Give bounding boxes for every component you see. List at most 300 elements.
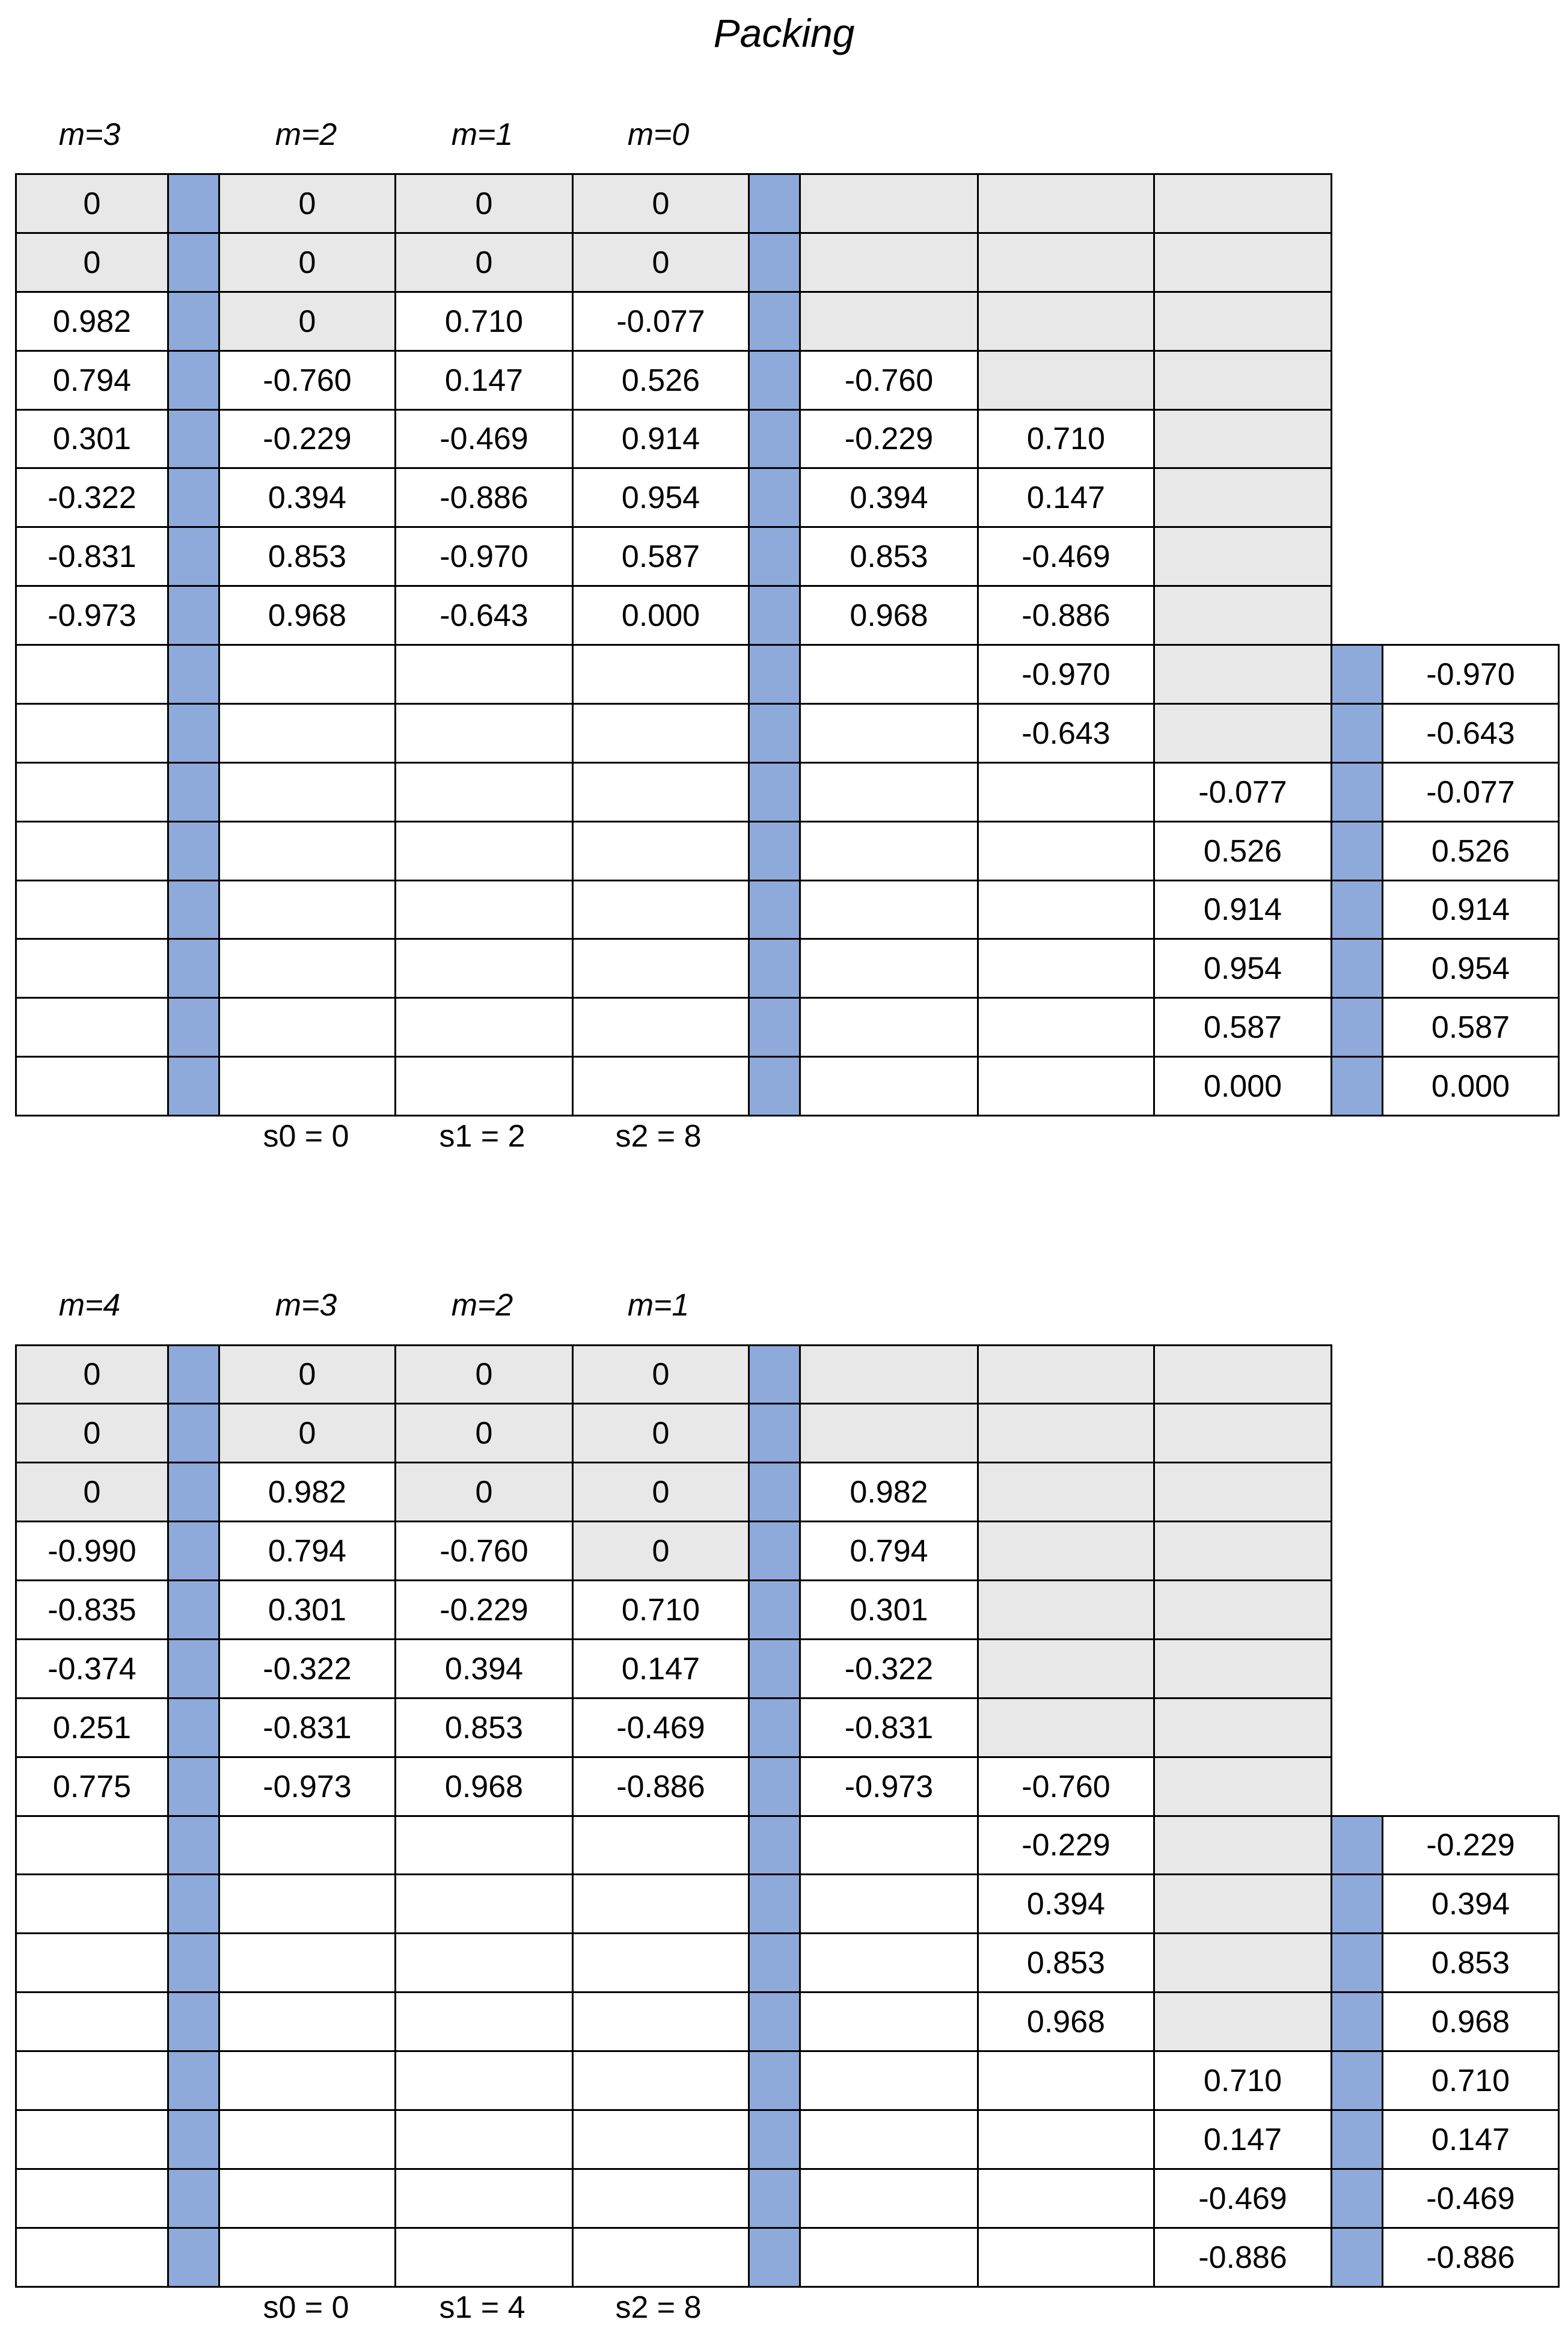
table-cell	[394, 2050, 574, 2111]
page-title: Packing	[713, 11, 855, 55]
table-cell: 0	[394, 1344, 574, 1404]
table-cell	[799, 2168, 979, 2229]
table-cell: -0.229	[799, 409, 979, 469]
table-cell: -0.886	[572, 1756, 750, 1817]
table-cell	[218, 997, 396, 1058]
table-cell	[394, 2168, 574, 2229]
table-cell	[572, 997, 750, 1058]
table-cell	[977, 1462, 1155, 1522]
table-cell	[15, 1056, 169, 1116]
table-cell	[218, 880, 396, 940]
table-cell: 0.710	[394, 291, 574, 352]
m-label: m=2	[275, 117, 337, 152]
separator-bar	[1331, 1991, 1383, 2052]
separator-bar	[1331, 1873, 1383, 1934]
table-cell: 0.794	[218, 1521, 396, 1581]
separator-bar	[748, 173, 801, 234]
table-cell	[1153, 1932, 1332, 1993]
table-cell: 0	[218, 1344, 396, 1404]
table-cell: -0.973	[15, 585, 169, 646]
table-cell	[394, 821, 574, 881]
table-cell: 0	[15, 173, 169, 234]
table-cell	[1153, 1521, 1332, 1581]
separator-bar	[167, 644, 220, 705]
table-cell: 0.968	[1382, 1991, 1560, 2052]
separator-bar	[748, 2227, 801, 2288]
table-cell	[977, 173, 1155, 234]
table-cell: -0.886	[977, 585, 1155, 646]
separator-bar	[748, 880, 801, 940]
table-cell: 0.147	[1153, 2109, 1332, 2170]
separator-bar	[167, 291, 220, 352]
table-cell	[799, 1991, 979, 2052]
table-cell: 0.968	[977, 1991, 1155, 2052]
table-cell	[799, 1056, 979, 1116]
table-cell: 0.968	[799, 585, 979, 646]
table-cell: -0.229	[1382, 1815, 1560, 1875]
table-cell: -0.322	[15, 467, 169, 528]
table-cell	[15, 2168, 169, 2229]
table-cell	[977, 291, 1155, 352]
table-cell: 0	[572, 1521, 750, 1581]
table-cell	[1153, 644, 1332, 705]
table-cell: 0.710	[977, 409, 1155, 469]
table-cell: 0	[394, 1403, 574, 1463]
table-cell: 0.394	[977, 1873, 1155, 1934]
table-cell: 0.000	[1153, 1056, 1332, 1116]
table-cell: 0	[572, 232, 750, 293]
table-cell	[977, 2227, 1155, 2288]
table-cell	[799, 1403, 979, 1463]
separator-bar	[167, 703, 220, 764]
table-cell: -0.973	[799, 1756, 979, 1817]
table-cell	[15, 997, 169, 1058]
table-cell	[1153, 173, 1332, 234]
table-cell	[15, 938, 169, 999]
table-cell	[15, 644, 169, 705]
table-cell	[572, 1991, 750, 2052]
table-cell	[799, 1873, 979, 1934]
table-cell: 0.394	[218, 467, 396, 528]
separator-bar	[748, 1344, 801, 1404]
table-cell	[218, 1056, 396, 1116]
table-cell: -0.760	[977, 1756, 1155, 1817]
table-cell: -0.760	[394, 1521, 574, 1581]
table-cell: 0.853	[218, 526, 396, 587]
table-cell: 0.968	[218, 585, 396, 646]
table-cell	[1153, 1697, 1332, 1758]
table-cell: -0.322	[218, 1638, 396, 1699]
table-cell: 0	[218, 291, 396, 352]
separator-bar	[167, 762, 220, 822]
m-label: m=3	[275, 1288, 337, 1323]
table-cell	[15, 2050, 169, 2111]
separator-bar	[748, 2168, 801, 2229]
separator-bar	[1331, 762, 1383, 822]
table-cell: -0.229	[218, 409, 396, 469]
table-cell	[394, 703, 574, 764]
s-label: s2 = 8	[615, 1119, 702, 1154]
table-cell	[977, 821, 1155, 881]
table-cell	[572, 2109, 750, 2170]
separator-bar	[1331, 997, 1383, 1058]
separator-bar	[167, 1462, 220, 1522]
table-cell: -0.077	[572, 291, 750, 352]
separator-bar	[1331, 1815, 1383, 1875]
separator-bar	[748, 1462, 801, 1522]
table-cell: 0	[218, 1403, 396, 1463]
table-cell	[799, 291, 979, 352]
table-cell: 0.147	[572, 1638, 750, 1699]
table-cell: 0.147	[1382, 2109, 1560, 2170]
table-cell: 0.775	[15, 1756, 169, 1817]
table-cell: 0	[218, 173, 396, 234]
table-cell: -0.643	[1382, 703, 1560, 764]
table-cell: -0.831	[15, 526, 169, 587]
separator-bar	[1331, 2227, 1383, 2288]
table-cell	[1153, 1991, 1332, 2052]
table-cell	[799, 997, 979, 1058]
separator-bar	[167, 2050, 220, 2111]
table-cell: 0	[572, 173, 750, 234]
separator-bar	[167, 1521, 220, 1581]
table-cell: 0.000	[572, 585, 750, 646]
separator-bar	[1331, 938, 1383, 999]
table-cell	[394, 1991, 574, 2052]
table-cell: 0	[15, 1344, 169, 1404]
table-cell	[218, 644, 396, 705]
table-cell: 0.301	[15, 409, 169, 469]
separator-bar	[748, 703, 801, 764]
table-cell	[572, 2168, 750, 2229]
s-label: s0 = 0	[263, 1119, 349, 1154]
table-cell: 0.526	[1382, 821, 1560, 881]
table-cell: 0	[15, 1403, 169, 1463]
table-cell	[218, 2050, 396, 2111]
separator-bar	[748, 409, 801, 469]
separator-bar	[748, 821, 801, 881]
table-cell	[218, 1932, 396, 1993]
table-cell	[977, 1056, 1155, 1116]
table-cell	[799, 703, 979, 764]
table-cell	[572, 1056, 750, 1116]
table-cell	[977, 997, 1155, 1058]
table-cell	[977, 2050, 1155, 2111]
table-cell	[218, 1815, 396, 1875]
table-cell: -0.643	[977, 703, 1155, 764]
table-cell	[799, 1932, 979, 1993]
separator-bar	[748, 1638, 801, 1699]
table-cell: -0.970	[1382, 644, 1560, 705]
table-cell: 0.954	[572, 467, 750, 528]
separator-bar	[1331, 2050, 1383, 2111]
separator-bar	[167, 467, 220, 528]
table-cell	[15, 880, 169, 940]
table-cell	[977, 1697, 1155, 1758]
table-cell: 0.914	[572, 409, 750, 469]
separator-bar	[167, 1815, 220, 1875]
table-cell	[394, 997, 574, 1058]
table-cell	[394, 644, 574, 705]
separator-bar	[167, 1579, 220, 1640]
table-cell	[1153, 1815, 1332, 1875]
table-cell	[218, 1873, 396, 1934]
table-cell	[977, 1521, 1155, 1581]
separator-bar	[167, 821, 220, 881]
separator-bar	[748, 1579, 801, 1640]
table-cell	[218, 1991, 396, 2052]
table-cell	[977, 938, 1155, 999]
separator-bar	[748, 762, 801, 822]
table-cell: -0.990	[15, 1521, 169, 1581]
table-cell: -0.229	[977, 1815, 1155, 1875]
separator-bar	[748, 1815, 801, 1875]
table-cell: 0.251	[15, 1697, 169, 1758]
table-cell	[1153, 1462, 1332, 1522]
separator-bar	[748, 1932, 801, 1993]
m-label: m=1	[627, 1288, 690, 1323]
table-cell: -0.835	[15, 1579, 169, 1640]
table-cell: 0	[572, 1344, 750, 1404]
table-cell	[394, 1932, 574, 1993]
table-cell	[218, 762, 396, 822]
table-cell	[15, 762, 169, 822]
separator-bar	[748, 997, 801, 1058]
table-cell	[1153, 1873, 1332, 1934]
separator-bar	[1331, 1932, 1383, 1993]
table-cell	[572, 703, 750, 764]
table-cell: 0.526	[572, 350, 750, 411]
separator-bar	[748, 1756, 801, 1817]
separator-bar	[167, 938, 220, 999]
table-cell: -0.831	[799, 1697, 979, 1758]
table-cell: -0.760	[799, 350, 979, 411]
table-cell	[977, 762, 1155, 822]
m-label: m=0	[627, 117, 690, 152]
table-cell	[977, 2168, 1155, 2229]
table-cell	[218, 703, 396, 764]
table-cell: 0.147	[394, 350, 574, 411]
s-label: s0 = 0	[263, 2290, 349, 2325]
table-cell	[977, 232, 1155, 293]
separator-bar	[167, 585, 220, 646]
table-cell	[1153, 703, 1332, 764]
table-cell: 0.914	[1382, 880, 1560, 940]
s-label: s1 = 4	[439, 2290, 525, 2325]
table-cell: 0	[15, 232, 169, 293]
table-cell	[1153, 526, 1332, 587]
table-cell	[15, 1815, 169, 1875]
table-cell	[572, 762, 750, 822]
separator-bar	[167, 1056, 220, 1116]
table-cell	[572, 880, 750, 940]
table-cell	[394, 2227, 574, 2288]
separator-bar	[167, 232, 220, 293]
table-cell	[15, 1873, 169, 1934]
table-cell: 0.000	[1382, 1056, 1560, 1116]
table-cell	[977, 1344, 1155, 1404]
separator-bar	[167, 1991, 220, 2052]
table-cell	[799, 821, 979, 881]
table-cell	[218, 2109, 396, 2170]
table-cell: -0.643	[394, 585, 574, 646]
table-cell	[218, 2168, 396, 2229]
table-cell	[799, 938, 979, 999]
table-cell: 0.587	[1153, 997, 1332, 1058]
separator-bar	[167, 2109, 220, 2170]
table-cell	[1153, 232, 1332, 293]
table-cell: -0.322	[799, 1638, 979, 1699]
separator-bar	[1331, 1056, 1383, 1116]
table-cell	[1153, 291, 1332, 352]
table-cell: -0.077	[1382, 762, 1560, 822]
m-label: m=3	[58, 117, 121, 152]
table-cell: 0	[394, 232, 574, 293]
table-cell: 0.710	[1153, 2050, 1332, 2111]
table-cell: 0.954	[1153, 938, 1332, 999]
table-cell	[394, 1873, 574, 1934]
table-cell	[15, 2109, 169, 2170]
table-cell	[394, 1815, 574, 1875]
table-cell: -0.374	[15, 1638, 169, 1699]
separator-bar	[167, 1344, 220, 1404]
separator-bar	[1331, 821, 1383, 881]
table-cell: -0.469	[1382, 2168, 1560, 2229]
table-cell: 0.394	[394, 1638, 574, 1699]
table-cell: 0.587	[572, 526, 750, 587]
separator-bar	[167, 1638, 220, 1699]
separator-bar	[748, 232, 801, 293]
separator-bar	[1331, 703, 1383, 764]
separator-bar	[748, 1403, 801, 1463]
table-cell	[1153, 1344, 1332, 1404]
table-cell	[977, 1403, 1155, 1463]
table-cell	[1153, 1638, 1332, 1699]
separator-bar	[748, 1697, 801, 1758]
table-cell	[394, 938, 574, 999]
table-cell: 0	[15, 1462, 169, 1522]
table-cell	[1153, 467, 1332, 528]
table-cell	[572, 1815, 750, 1875]
table-cell	[799, 1815, 979, 1875]
table-cell	[394, 1056, 574, 1116]
separator-bar	[748, 291, 801, 352]
table-cell	[1153, 350, 1332, 411]
table-cell	[15, 1991, 169, 2052]
separator-bar	[748, 350, 801, 411]
table-cell	[1153, 1579, 1332, 1640]
table-cell	[572, 2050, 750, 2111]
table-cell	[15, 821, 169, 881]
table-cell	[799, 2050, 979, 2111]
separator-bar	[167, 2168, 220, 2229]
table-cell: -0.469	[977, 526, 1155, 587]
separator-bar	[167, 526, 220, 587]
table-cell: 0.982	[15, 291, 169, 352]
separator-bar	[167, 173, 220, 234]
table-cell: 0.587	[1382, 997, 1560, 1058]
table-cell: 0.914	[1153, 880, 1332, 940]
separator-bar	[167, 2227, 220, 2288]
table-cell: 0.147	[977, 467, 1155, 528]
table-cell	[1153, 409, 1332, 469]
table-cell	[15, 2227, 169, 2288]
separator-bar	[748, 644, 801, 705]
table-cell	[1153, 1403, 1332, 1463]
separator-bar	[167, 350, 220, 411]
table-cell: 0.526	[1153, 821, 1332, 881]
s-label: s1 = 2	[439, 1119, 525, 1154]
separator-bar	[167, 1932, 220, 1993]
table-cell: 0.301	[218, 1579, 396, 1640]
table-cell: 0.794	[15, 350, 169, 411]
separator-bar	[748, 938, 801, 999]
separator-bar	[167, 1403, 220, 1463]
separator-bar	[167, 1697, 220, 1758]
m-label: m=2	[451, 1288, 513, 1323]
separator-bar	[167, 1756, 220, 1817]
table-cell	[799, 2227, 979, 2288]
table-cell	[572, 938, 750, 999]
table-cell: 0.853	[799, 526, 979, 587]
table-cell	[218, 2227, 396, 2288]
table-cell	[1153, 1756, 1332, 1817]
table-cell	[799, 762, 979, 822]
table-cell: 0.394	[1382, 1873, 1560, 1934]
table-cell: 0.794	[799, 1521, 979, 1581]
separator-bar	[748, 585, 801, 646]
table-cell	[394, 880, 574, 940]
table-cell: 0.853	[1382, 1932, 1560, 1993]
table-cell: -0.831	[218, 1697, 396, 1758]
separator-bar	[167, 880, 220, 940]
table-cell: 0.954	[1382, 938, 1560, 999]
table-cell	[799, 173, 979, 234]
table-cell: -0.469	[1153, 2168, 1332, 2229]
table-cell: 0	[394, 1462, 574, 1522]
table-cell	[977, 350, 1155, 411]
table-cell	[1153, 585, 1332, 646]
separator-bar	[1331, 2168, 1383, 2229]
table-cell: -0.229	[394, 1579, 574, 1640]
table-cell	[977, 1579, 1155, 1640]
table-cell: 0.853	[977, 1932, 1155, 1993]
table-cell: 0.968	[394, 1756, 574, 1817]
table-cell: -0.886	[394, 467, 574, 528]
separator-bar	[1331, 2109, 1383, 2170]
table-cell	[572, 1873, 750, 1934]
table-cell: 0	[572, 1403, 750, 1463]
separator-bar	[748, 1873, 801, 1934]
table-cell: -0.973	[218, 1756, 396, 1817]
m-label: m=1	[451, 117, 513, 152]
table-cell	[15, 1932, 169, 1993]
table-cell: 0.853	[394, 1697, 574, 1758]
table-cell: 0	[394, 173, 574, 234]
m-label: m=4	[58, 1288, 121, 1323]
table-cell	[572, 644, 750, 705]
table-cell: -0.886	[1153, 2227, 1332, 2288]
table-cell: 0.982	[799, 1462, 979, 1522]
table-cell: -0.469	[572, 1697, 750, 1758]
table-cell	[977, 880, 1155, 940]
separator-bar	[167, 409, 220, 469]
table-cell	[394, 762, 574, 822]
table-cell: 0	[218, 232, 396, 293]
table-cell	[218, 821, 396, 881]
table-cell: -0.970	[394, 526, 574, 587]
separator-bar	[748, 2109, 801, 2170]
